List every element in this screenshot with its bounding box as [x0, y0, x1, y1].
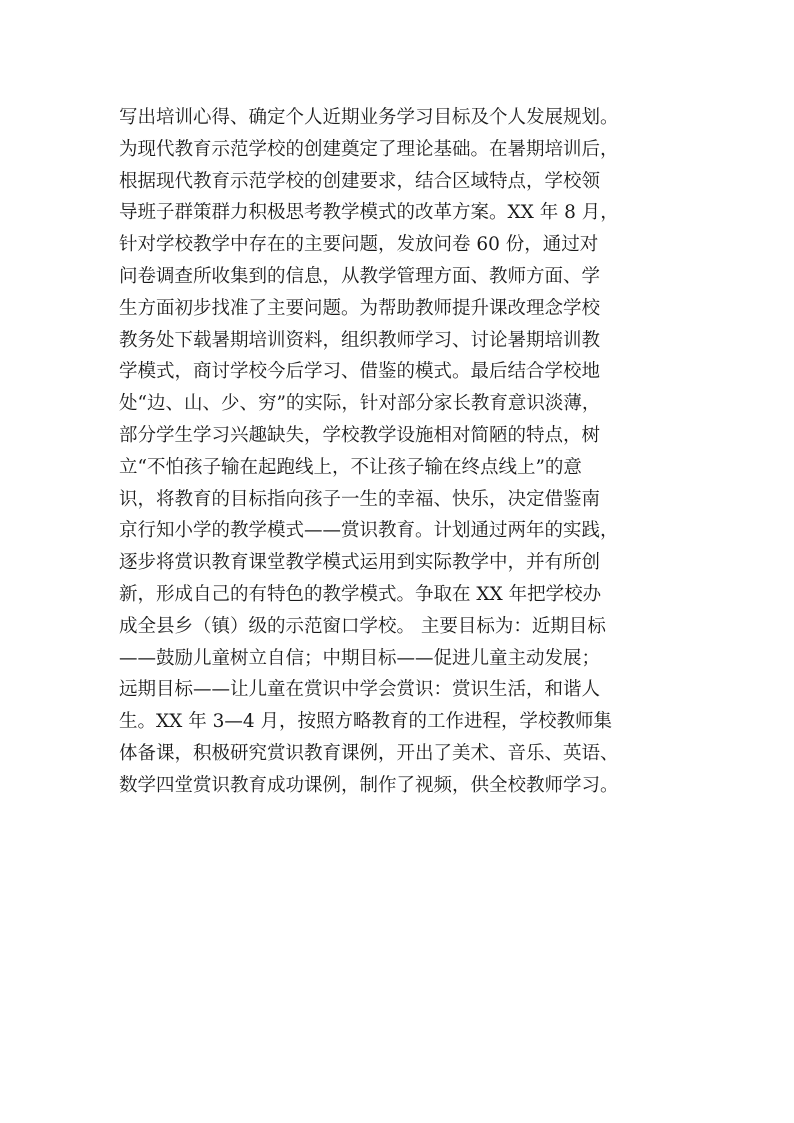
text-line: 生。XX 年 3—4 月，按照方略教育的工作进程，学校教师集: [119, 711, 613, 733]
text-line: 部分学生学习兴趣缺失，学校教学设施相对简陋的特点，树: [119, 424, 601, 446]
text-line: 学模式，商讨学校今后学习、借鉴的模式。最后结合学校地: [119, 361, 601, 383]
text-line: 逐步将赏识教育课堂教学模式运用到实际教学中，并有所创: [119, 552, 601, 574]
text-line: 问卷调查所收集到的信息，从教学管理方面、教师方面、学: [119, 265, 601, 287]
text-line: 新，形成自己的有特色的教学模式。争取在 XX 年把学校办: [119, 583, 602, 605]
text-line: 处“边、山、少、穷”的实际，针对部分家长教育意识淡薄，: [119, 393, 601, 415]
text-line: 成全县乡（镇）级的示范窗口学校。 主要目标为：近期目标: [119, 615, 606, 637]
text-line: 体备课，积极研究赏识教育课例，开出了美术、音乐、英语、: [119, 742, 619, 764]
text-line: 生方面初步找准了主要问题。为帮助教师提升课改理念学校: [119, 297, 601, 319]
text-line: 数学四堂赏识教育成功课例，制作了视频，供全校教师学习。: [119, 774, 619, 796]
text-line: 识，将教育的目标指向孩子一生的幸福、快乐，决定借鉴南: [119, 488, 601, 510]
text-line: 针对学校教学中存在的主要问题，发放问卷 60 份，通过对: [119, 234, 599, 256]
text-line: 京行知小学的教学模式——赏识教育。计划通过两年的实践，: [119, 520, 619, 542]
text-line: 为现代教育示范学校的创建奠定了理论基础。在暑期培训后，: [119, 138, 619, 160]
text-line: 立“不怕孩子输在起跑线上，不让孩子输在终点线上”的意: [119, 456, 582, 478]
text-line: 远期目标——让儿童在赏识中学会赏识：赏识生活，和谐人: [119, 679, 601, 701]
text-line: 导班子群策群力积极思考教学模式的改革方案。XX 年 8 月，: [119, 202, 619, 224]
text-line: 写出培训心得、确定个人近期业务学习目标及个人发展规划。: [119, 107, 619, 128]
text-line: 教务处下载暑期培训资料，组织教师学习、讨论暑期培训教: [119, 329, 601, 351]
text-line: 根据现代教育示范学校的创建要求，结合区域特点，学校领: [119, 170, 601, 192]
text-line: ——鼓励儿童树立自信；中期目标——促进儿童主动发展；: [119, 647, 601, 669]
body-paragraph: [119, 102, 699, 802]
